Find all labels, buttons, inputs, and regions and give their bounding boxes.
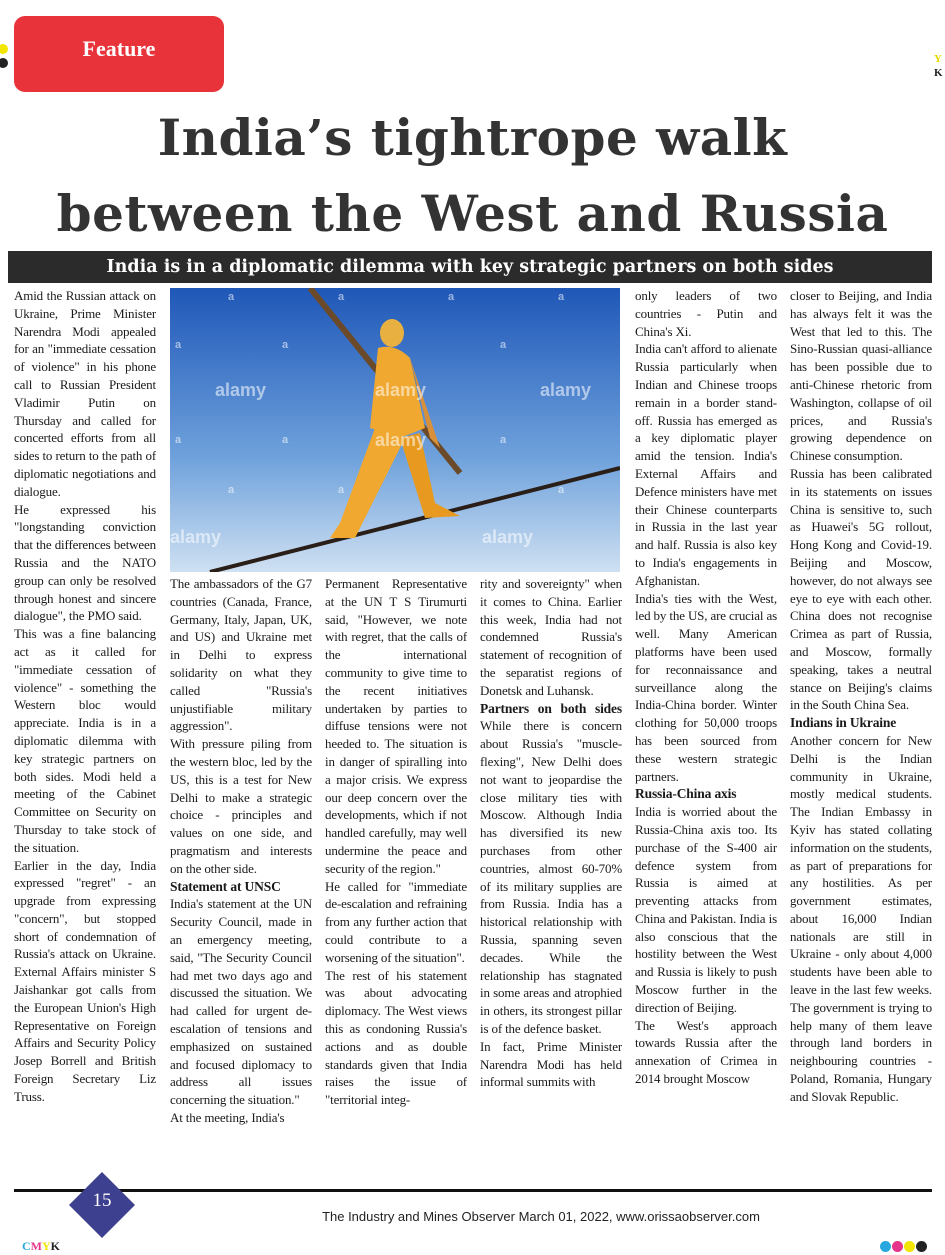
subheadline: India is in a diplomatic dilemma with key strategic partners on both sides bbox=[8, 251, 932, 283]
paragraph: While there is concern about Russia's "muscle-flexing", New Delhi does not want to jeopardise the close military ties with Moscow. Although India has diversified its new purchases from other countries, almost 60-70% of its military supplies are from Russia. India has a historical relationship with Russia, spanning seven decades. While the relationship has stagnated in some areas and atrophied in others, its strongest pillar is of the defence basket. bbox=[480, 718, 622, 1036]
paragraph: Permanent Representative at the UN T S Tirumurti said, "However, we note with regret, that the calls of the international community to give time to the recent initiatives undertaken by parties to diffuse tensions were not heeded to. The situation is in danger of spiralling into a major crisis. We express our deep concern over the developments, which if not handled carefully, may well undermine the peace and security of the region." bbox=[325, 576, 467, 876]
watermark: a bbox=[282, 434, 289, 446]
watermark: alamy bbox=[375, 430, 427, 450]
watermark: alamy bbox=[540, 380, 592, 400]
watermark: a bbox=[228, 291, 235, 303]
headline-line-1: India’s tightrope walk bbox=[157, 108, 788, 167]
paragraph: only leaders of two countries - Putin and China's Xi. bbox=[635, 288, 777, 339]
watermark: a bbox=[448, 291, 455, 303]
cmyk-y: Y bbox=[42, 1239, 51, 1253]
footer-publication-line: The Industry and Mines Observer March 01, 2022, www.orissaobserver.com bbox=[322, 1209, 760, 1224]
page-number: 15 bbox=[92, 1190, 112, 1211]
watermark: a bbox=[175, 339, 182, 351]
cmyk-k: K bbox=[934, 67, 943, 79]
paragraph: The ambassadors of the G7 countries (Canada, France, Germany, Italy, Japan, UK, and US) and Ukraine met in Delhi to express solidarity on what they called "Russia's unjustifiable military aggression". bbox=[170, 576, 312, 734]
article-column-4 bbox=[480, 575, 622, 1162]
watermark: a bbox=[338, 291, 345, 303]
watermark: a bbox=[500, 434, 507, 446]
paragraph: Amid the Russian attack on Ukraine, Prime Minister Narendra Modi appealed for an "immediate cessation of violence" in his phone call to Russian President Vladimir Putin on Thursday and called for concerted efforts from all sides to return to the path of diplomatic negotiations and dialogue. bbox=[14, 288, 156, 499]
paragraph: Another concern for New Delhi is the Indian community in Ukraine, mostly medical students. The Indian Embassy in Kyiv has stated collating information on the students, as part of preparations for any hostilities. As per government estimates, about 16,000 Indian nationals are still in Ukraine - only about 4,000 students have been able to leave in the last few weeks. The government is trying to help many of them leave through land borders in neighbouring countries - Poland, Romania, Hungary and Slovak Republic. bbox=[790, 732, 932, 1104]
registration-dots-icon bbox=[880, 1241, 935, 1253]
watermark: a bbox=[558, 484, 565, 496]
registration-marks-left-icon bbox=[0, 44, 9, 74]
paragraph: This was a fine balancing act as it called for "immediate cessation of violence" - something the Western bloc would appreciate. India is in a diplomatic dilemma with key strategic partners on both sides. Modi held a meeting of the Cabinet Committee on Security on Thursday to take stock of the situation. bbox=[14, 626, 156, 855]
watermark: alamy bbox=[170, 527, 222, 547]
paragraph: India can't afford to alienate Russia particularly when Indian and Chinese troops remain in a border stand-off. Russia has emerged as a key diplomatic player amid the tension. India's External Affairs and Defence ministers have met their Chinese counterparts in Russia in the last year and half. Russia is also key to India's engagements in Afghanistan. bbox=[635, 341, 777, 588]
paragraph: India's statement at the UN Security Council, made in an emergency meeting, said, "The Security Council had met two days ago and discussed the situation. We had called for urgent de-escalation of tensions and emphasized on sustained and focused diplomacy to address all issues concerning the situation." bbox=[170, 896, 312, 1108]
watermark: a bbox=[500, 339, 507, 351]
article-column-2 bbox=[170, 575, 312, 1162]
paragraph: With pressure piling from the western bloc, led by the US, this is a test for New Delhi to make a strategic choice - principles and values on one side, and pragmatism and interests on the other side. bbox=[170, 736, 312, 876]
paragraph: At the meeting, India's bbox=[170, 1109, 285, 1125]
cmyk-c: C bbox=[22, 1239, 31, 1253]
paragraph: In fact, Prime Minister Narendra Modi has held informal summits with bbox=[480, 1038, 622, 1090]
paragraph: Earlier in the day, India expressed "regret" - an upgrade from expressing "concern", but stopped short of condemnation of Russia's attack on Ukraine. External Affairs minister S Jaishankar got calls from the European Union's High Representative on Foreign Affairs and Security Policy Josep Borrell and British Foreign Secretary Liz Truss. bbox=[14, 857, 156, 1104]
article-column-5 bbox=[635, 287, 777, 1162]
footer-rule bbox=[14, 1189, 932, 1192]
paragraph: He expressed his "longstanding conviction that the differences between Russia and the NATO group can only be resolved through honest and sincere dialogue", the PMO said. bbox=[14, 501, 156, 624]
subheading-partners-on-both-sides: Partners on both sides bbox=[480, 700, 622, 716]
watermark: a bbox=[558, 291, 565, 303]
tightrope-walker-photo bbox=[170, 288, 620, 572]
watermark: a bbox=[175, 434, 182, 446]
paragraph: closer to Beijing, and India has always felt it was the West that led to this. The Sino-Russian quasi-alliance has been possible due to anti-Chinese rhetoric from Washington, collapse of oil prices, and Russia's growing dependence on Chinese consumption. bbox=[790, 288, 932, 464]
watermark: a bbox=[228, 484, 235, 496]
article-column-3 bbox=[325, 575, 467, 1162]
paragraph: rity and sovereignty" when it comes to China. Earlier this week, India had not condemned Russia's statement of recognition of the separatist regions of Donetsk and Luhansk. bbox=[480, 576, 622, 698]
paragraph: India's ties with the West, led by the US, are crucial as well. Many American platforms have been used for reconnaissance and surveillance along the India-China border. Winter clothing for 50,000 troops has been sourced from these western strategic partners. bbox=[635, 590, 777, 784]
paragraph: He called for "immediate de-escalation and refraining from any further action that could contribute to a worsening of the situation". bbox=[325, 878, 467, 965]
section-label-feature: Feature bbox=[14, 16, 224, 92]
paragraph: Russia has been calibrated in its statements on issues China is sensitive to, such as Huawei's 5G rollout, Hong Kong and Covid-19. Beijing and Moscow, however, do not always see eye to eye with each other. China does not recognise Crimea as part of Russia, and Moscow, formally speaking, takes a neutral stance on Beijing's claims in the South China Sea. bbox=[790, 465, 932, 713]
subheading-statement-at-unsc: Statement at UNSC bbox=[170, 878, 281, 894]
watermark: alamy bbox=[482, 527, 534, 547]
article-column-6 bbox=[790, 287, 932, 1162]
watermark: alamy bbox=[215, 380, 267, 400]
paragraph: The rest of his statement was about advocating diplomacy. The West views this as condoning Russia's actions and as double standards given that India raises the issue of "territorial integ- bbox=[325, 967, 467, 1108]
registration-label-right bbox=[934, 52, 943, 80]
watermark: alamy bbox=[375, 380, 427, 400]
subheading-russia-china-axis: Russia-China axis bbox=[635, 786, 737, 802]
headline-line-2: between the West and Russia bbox=[56, 184, 889, 243]
cmyk-registration-label bbox=[22, 1239, 60, 1254]
cmyk-k: K bbox=[50, 1239, 61, 1253]
watermark: a bbox=[282, 339, 289, 351]
cmyk-m: M bbox=[30, 1239, 42, 1253]
watermark: a bbox=[338, 484, 345, 496]
paragraph: The West's approach towards Russia after the annexation of Crimea in 2014 brought Moscow bbox=[635, 1017, 777, 1087]
cmyk-y: Y bbox=[934, 53, 942, 65]
paragraph: India is worried about the Russia-China axis too. Its purchase of the S-400 air defence system from Russia is aimed at preventing attacks from China and Pakistan. India is also conscious that the hostility between the West and Russia is likely to push Moscow further in the direction of Beijing. bbox=[635, 804, 777, 1015]
article-column-1 bbox=[14, 287, 156, 1162]
subheading-indians-in-ukraine: Indians in Ukraine bbox=[790, 715, 897, 731]
